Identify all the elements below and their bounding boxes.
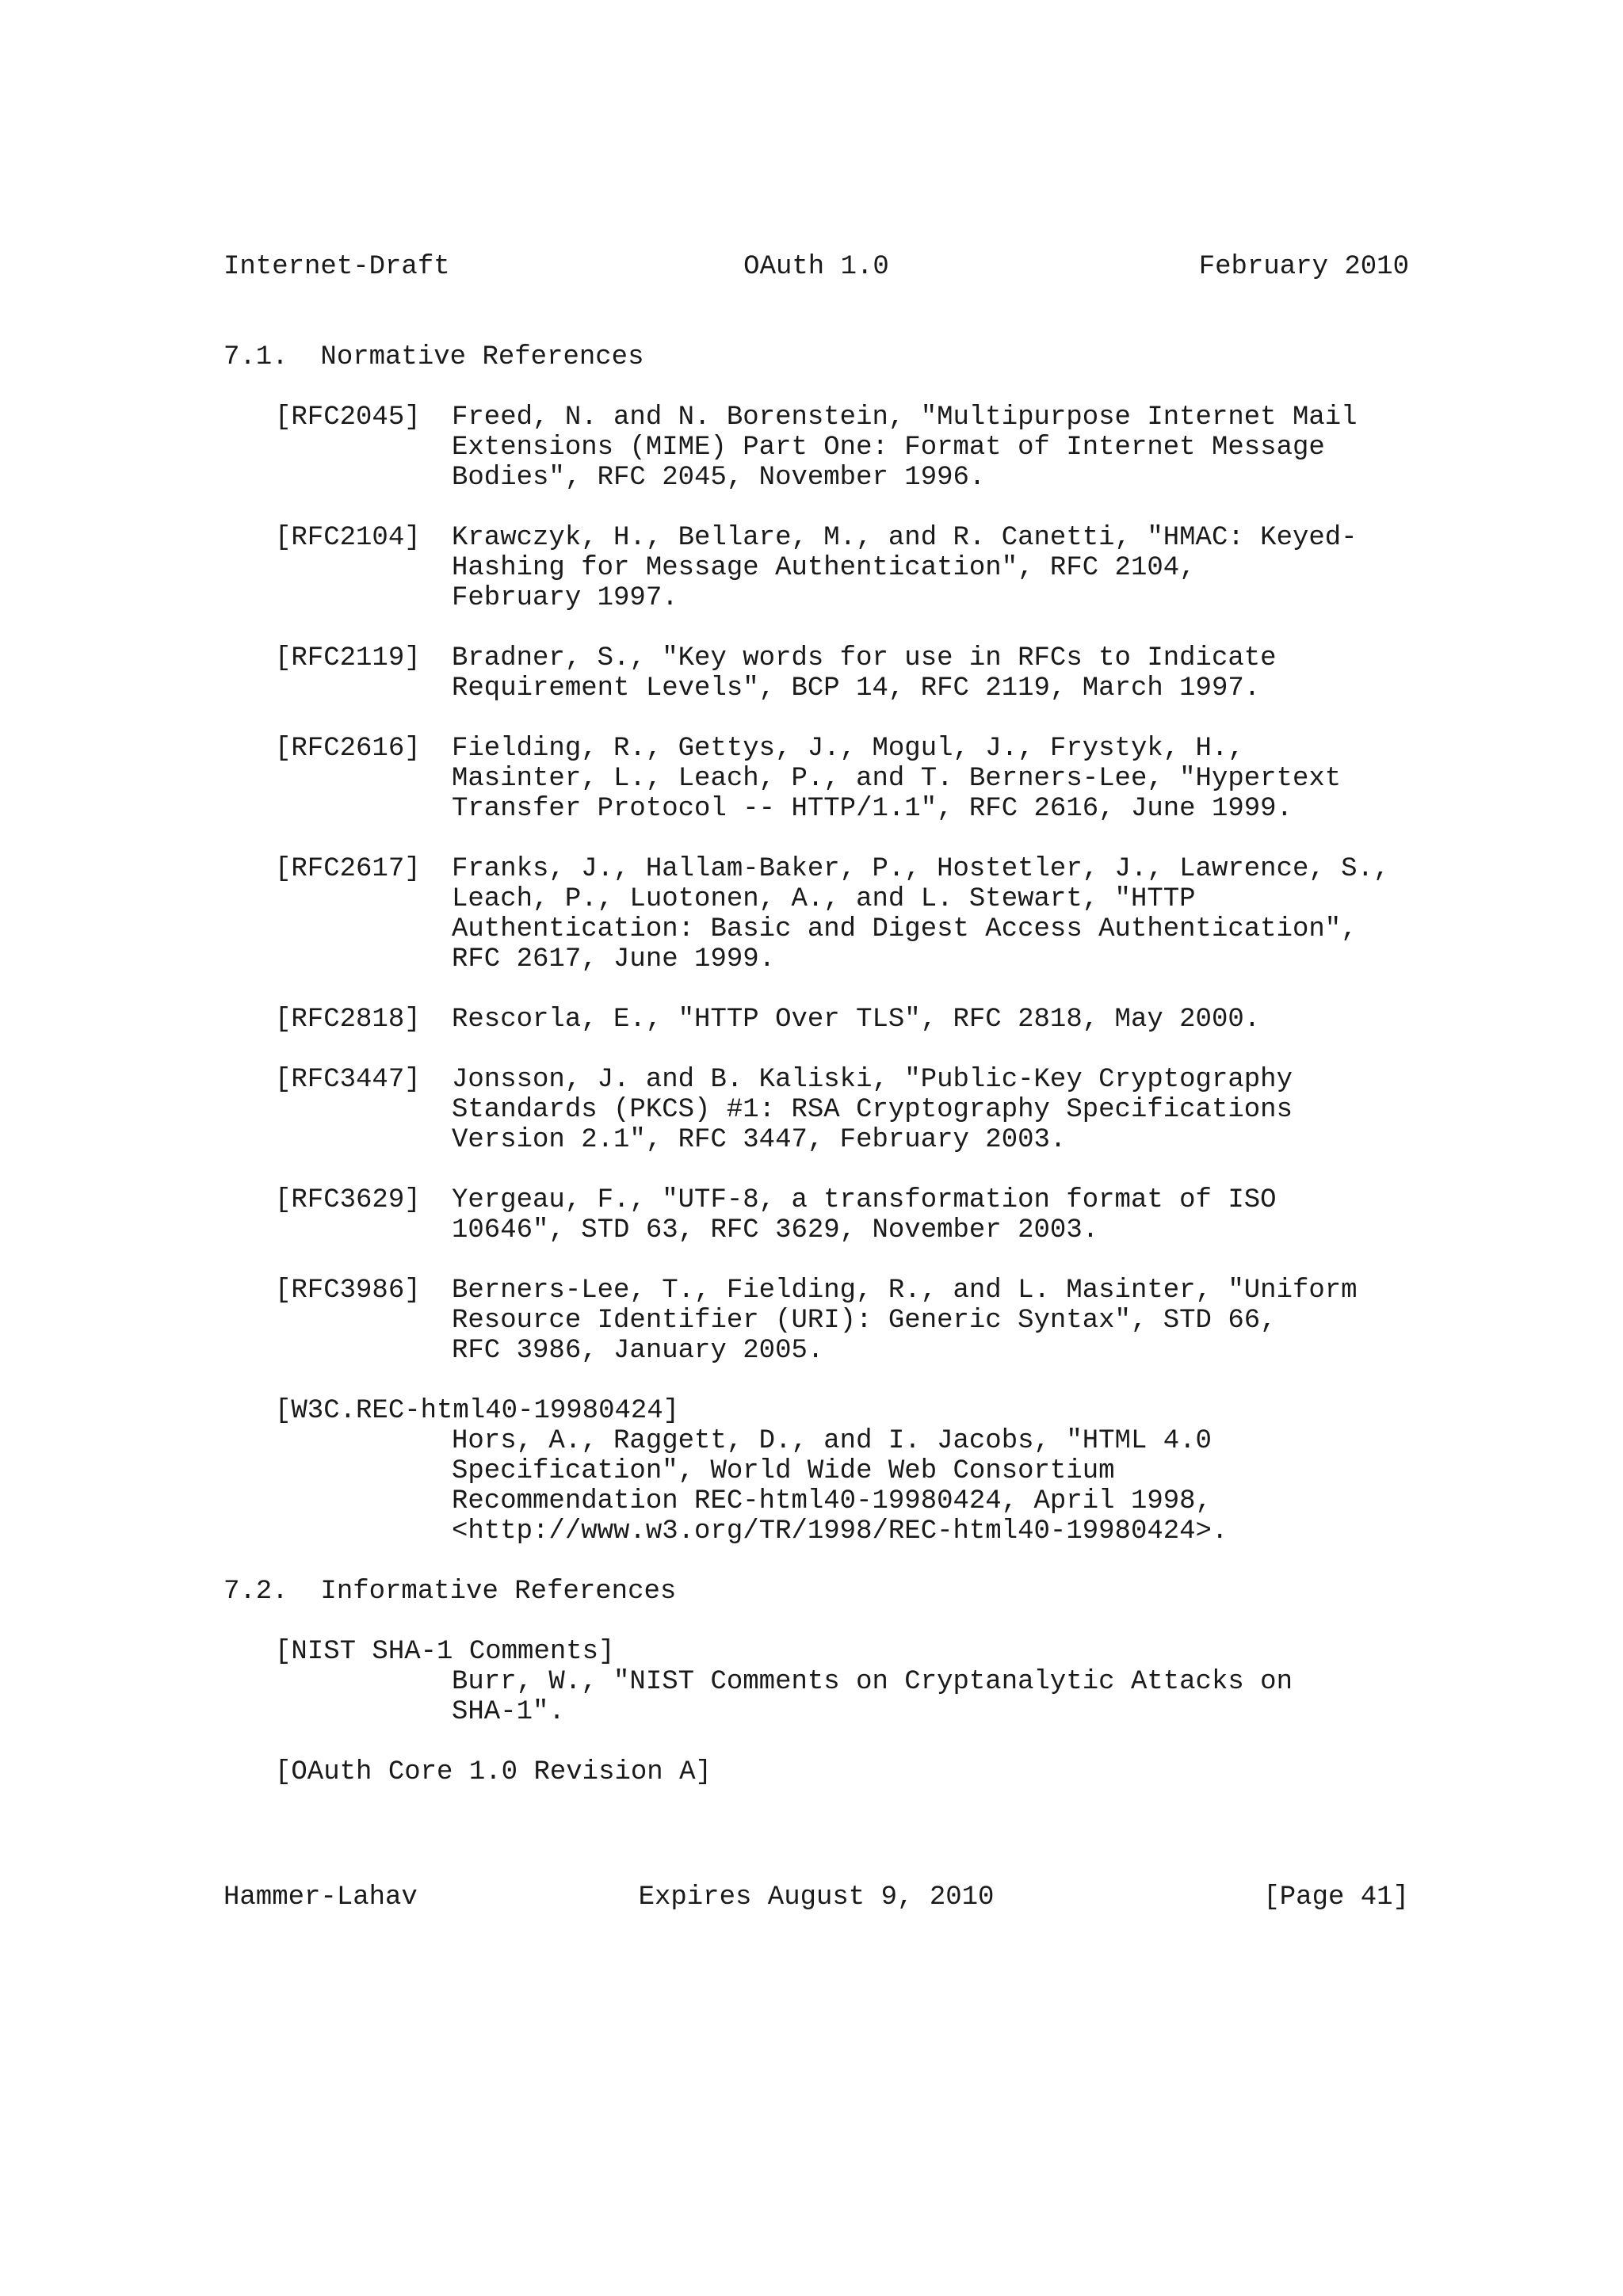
reference-tag: [OAuth Core 1.0 Revision A] [275, 1757, 712, 1787]
reference-line: Version 2.1", RFC 3447, February 2003. [452, 1125, 1067, 1155]
reference-text [452, 1426, 1228, 1547]
reference-line: Resource Identifier (URI): Generic Syntax", STD 66, [452, 1306, 1277, 1336]
reference-line: Fielding, R., Gettys, J., Mogul, J., Frystyk, H., [452, 734, 1244, 764]
footer-left: Hammer-Lahav [223, 1882, 418, 1913]
reference-line: Franks, J., Hallam-Baker, P., Hostetler, J., Lawrence, S., [452, 854, 1390, 884]
reference-tag: [RFC3447] [275, 1065, 421, 1095]
reference-text [452, 523, 1358, 613]
reference-text [452, 734, 1341, 824]
reference-line: Transfer Protocol -- HTTP/1.1", RFC 2616, June 1999. [452, 794, 1293, 824]
reference-tag: [NIST SHA-1 Comments] [275, 1637, 615, 1667]
reference-line: SHA-1". [452, 1697, 565, 1727]
reference-text [452, 1276, 1358, 1366]
page-footer [223, 1882, 1409, 1913]
reference-line: Recommendation REC-html40-19980424, April 1998, [452, 1486, 1212, 1516]
reference-line: 10646", STD 63, RFC 3629, November 2003. [452, 1215, 1099, 1245]
reference-tag: [RFC3629] [275, 1185, 421, 1215]
reference-line: Bodies", RFC 2045, November 1996. [452, 463, 986, 493]
reference-line: Specification", World Wide Web Consortium [452, 1456, 1115, 1486]
reference-line: Authentication: Basic and Digest Access Authentication", [452, 914, 1358, 944]
section-heading: 7.1. Normative References [223, 342, 644, 372]
reference-text [452, 1185, 1277, 1245]
reference-line: February 1997. [452, 583, 678, 613]
reference-line: Standards (PKCS) #1: RSA Cryptography Specifications [452, 1095, 1293, 1125]
reference-line: Leach, P., Luotonen, A., and L. Stewart, "HTTP [452, 884, 1196, 914]
reference-line: Masinter, L., Leach, P., and T. Berners-Lee, "Hypertext [452, 764, 1342, 794]
reference-line: Extensions (MIME) Part One: Format of Internet Message [452, 433, 1325, 463]
header-left: Internet-Draft [223, 252, 450, 282]
reference-tag: [RFC2119] [275, 643, 421, 673]
page-header [223, 252, 1409, 282]
reference-line: Krawczyk, H., Bellare, M., and R. Canetti, "HMAC: Keyed- [452, 523, 1358, 553]
reference-tag: [RFC2045] [275, 402, 421, 433]
reference-line: Freed, N. and N. Borenstein, "Multipurpose Internet Mail [452, 402, 1358, 433]
reference-text [452, 1667, 1293, 1727]
reference-text [452, 402, 1358, 493]
header-right: February 2010 [1198, 252, 1409, 282]
reference-line: RFC 2617, June 1999. [452, 944, 776, 974]
reference-line: RFC 3986, January 2005. [452, 1336, 824, 1366]
reference-line: <http://www.w3.org/TR/1998/REC-html40-19980424>. [452, 1516, 1228, 1547]
reference-tag: [RFC3986] [275, 1276, 421, 1306]
reference-line: Burr, W., "NIST Comments on Cryptanalytic Attacks on [452, 1667, 1293, 1697]
footer-center: Expires August 9, 2010 [638, 1882, 995, 1913]
reference-tag: [RFC2818] [275, 1005, 421, 1035]
reference-line: Hashing for Message Authentication", RFC 2104, [452, 553, 1196, 583]
section-heading: 7.2. Informative References [223, 1577, 677, 1607]
reference-line: Berners-Lee, T., Fielding, R., and L. Masinter, "Uniform [452, 1276, 1358, 1306]
reference-text [452, 1065, 1293, 1155]
reference-text [452, 1005, 1260, 1035]
reference-text [452, 643, 1277, 704]
reference-text [452, 854, 1389, 974]
reference-line: Hors, A., Raggett, D., and I. Jacobs, "HTML 4.0 [452, 1426, 1212, 1456]
reference-tag: [RFC2616] [275, 734, 421, 764]
reference-line: Bradner, S., "Key words for use in RFCs to Indicate [452, 643, 1277, 673]
reference-tag: [W3C.REC-html40-19980424] [275, 1396, 680, 1426]
reference-tag: [RFC2617] [275, 854, 421, 884]
reference-tag: [RFC2104] [275, 523, 421, 553]
reference-line: Yergeau, F., "UTF-8, a transformation format of ISO [452, 1185, 1277, 1215]
reference-line: Requirement Levels", BCP 14, RFC 2119, March 1997. [452, 673, 1261, 704]
footer-right: [Page 41] [1263, 1882, 1409, 1913]
header-center: OAuth 1.0 [743, 252, 889, 282]
reference-line: Jonsson, J. and B. Kaliski, "Public-Key Cryptography [452, 1065, 1293, 1095]
reference-line: Rescorla, E., "HTTP Over TLS", RFC 2818, May 2000. [452, 1005, 1261, 1035]
